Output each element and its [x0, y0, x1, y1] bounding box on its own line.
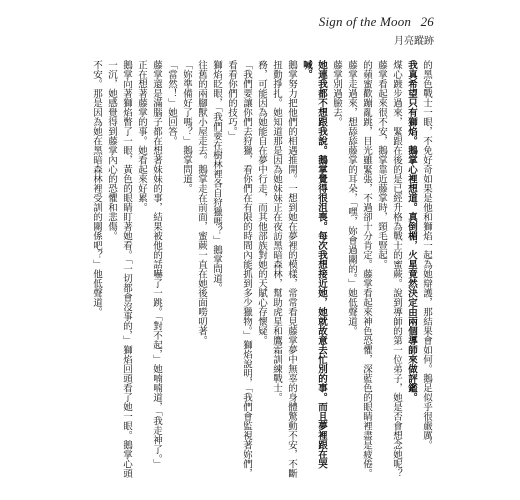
paragraph: 的黑色戰士一眼，不免好奇如果是他和獅焰一起為她辯護，那結果會如何。鵝足似乎很嚴厲。 [421, 60, 432, 450]
paragraph: 鵝掌努力把他們的相遇推開。一想到她在夢裡的模樣，常常看見藤掌夢中無辜的身體驚動不安，不斷扭動掙扎。她知道那是因為她妹妹正在夜訪黑暗森林，幫助虎星和鷹霜訓練戰士。 [271, 60, 297, 478]
body-text [74, 60, 434, 480]
paragraph: 務，可能因為她能自在夢中行走，而其他部族對她的天賦心存懷疑。 [256, 60, 267, 345]
paragraph: 往舊的兩腳獸小屋走去。鵝掌走在前面，蜜蕨一直在她後面嘮叨著。 [196, 60, 207, 345]
book-title [319, 14, 434, 30]
paragraph: 藤掌還是滿腦子都在想著妹妹的事，結果被他的話嚇了一跳。「對不起，」她喃喃道，「我走神了。」 [151, 60, 162, 469]
running-header [319, 14, 434, 47]
paragraph: 藤掌別過臉去。 [331, 60, 342, 127]
paragraph: 「當然！」她回答。 [166, 60, 177, 146]
paragraph-thought: 我真希望只有獅焰。鵝掌心裡想道。真倒楣，火星竟然決定由兩個導師來做評鑑。 [406, 60, 417, 402]
paragraph: 藤掌走過來，想舔舔藤掌的耳朵，「嘿，妳會過關的。」她低聲道。 [346, 60, 357, 336]
paragraph: 的蘋蜜歡蹦亂跳，目光雖緊張，不過卻十分肯定。藤掌看起來神色恐懼，深藍色的眼睛裡盡是疲倦。 [361, 60, 372, 478]
paragraph: 獅焰眨眼，「我們要在樹林裡各自狩獵嗎？」鵝掌問道。 [211, 60, 222, 293]
book-subtitle: 月亮蹤跡 [394, 36, 434, 47]
paragraph: 正在想著藤掌的事。她看起來好累。 [136, 60, 147, 212]
paragraph: 不安。那是因為她在黑暗森林裡受訓的關係吧？」他低聲道。 [91, 60, 102, 317]
paragraph: 鵝掌向著獅焰瞥了一眼，黃色的眼睛盯著她看。「一切都會沒事的，」獅焰回頭看了她一眼。鵝掌心頭一沉，她感覺得到藤掌內心的恐懼和悲傷。 [106, 60, 132, 478]
book-title-text: Sign of the Moon [318, 14, 412, 29]
paragraph: 「我們要讓你們去狩獵，看你們在有限的時間內能抓到多少獵物。」獅焰說明，「我們會監視著妳們，看看你們的技巧。」 [226, 60, 252, 478]
paragraph: 煤心踱步過來，緊跟在後的是已經升格為戰士的蜜蕨。說到導師的第一位弟子，她是否會想念她呢？藤掌看起來很不安，鵝掌靠近藤掌時，頸毛豎起。 [376, 60, 402, 478]
paragraph: 「妳準備好了嗎？」鵝掌問道。 [181, 60, 192, 193]
paragraph-thought: 她連我都不想跟我說。鵝掌覺得很沮喪。每次我想接近她，她就故意去忙別的事。而且夢裡跟在哭喊。 [301, 60, 327, 469]
page-number: 26 [420, 14, 434, 29]
